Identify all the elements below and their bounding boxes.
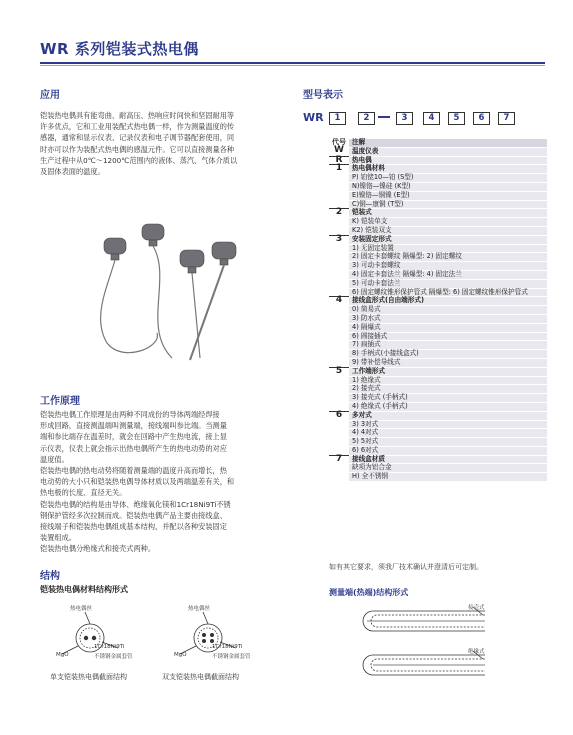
note-cell: 6) 圆接插式 <box>349 332 547 341</box>
principle-line: 接线端子和铠装热电偶组成基本结构，并配以各种安装固定 <box>40 522 227 532</box>
code-cell <box>329 376 349 385</box>
sheath-label2-single: 不锈钢金属套管 <box>94 654 133 660</box>
code-row <box>329 191 547 200</box>
code-cell: W <box>334 145 344 156</box>
code-cell: 7 <box>329 455 349 464</box>
note-cell: 5) 可动卡套法兰 <box>349 279 547 288</box>
title-divider <box>40 62 545 64</box>
principle-line: 电动势的大小只和铠装热电偶导体材质以及两端温差有关，和 <box>40 477 235 487</box>
application-line: 许多优点，它和工业用装配式热电偶一样，作为测量温度的传 <box>40 122 235 132</box>
wire-label-double: 热电偶丝 <box>188 606 211 612</box>
code-cell <box>329 244 349 253</box>
caption-single: 单支铠装热电偶截面结构 <box>50 673 127 681</box>
principle-line: 铠装热电偶的热电动势将随着测量端的温度升高而增长，热 <box>40 466 227 476</box>
note-cell: 工作端形式 <box>349 367 547 376</box>
code-row <box>329 270 547 279</box>
code-cell: 4 <box>329 297 349 306</box>
code-cell: R <box>329 156 349 165</box>
code-cell <box>329 323 349 332</box>
model-code-table <box>329 139 547 482</box>
code-cell <box>329 270 349 279</box>
model-heading: 型号表示 <box>303 90 343 101</box>
note-cell: 1) 绝缘式 <box>349 376 547 385</box>
code-cell: 1 <box>329 165 349 174</box>
code-cell <box>329 350 349 359</box>
principle-line: 钢保护管经多次拉制而成。铠装热电偶产品主要由接线盒、 <box>40 510 227 520</box>
structure-subheading: 铠装热电偶材料结构形式 <box>40 585 128 594</box>
code-cell <box>329 262 349 271</box>
note-cell: 热电偶 <box>349 156 547 165</box>
note-cell: 2) 固定卡套螺纹 隔爆型: 2) 固定螺纹 <box>349 253 547 262</box>
note-cell: 4) 4对式 <box>349 429 547 438</box>
code-row <box>329 182 547 191</box>
principle-heading: 工作原理 <box>40 396 80 407</box>
note-cell: 3) 可动卡套螺纹 <box>349 262 547 271</box>
code-cell: 6 <box>329 411 349 420</box>
model-prefix: WR <box>303 111 324 124</box>
model-box-3: 3 <box>396 112 413 125</box>
thermocouple-head-1 <box>104 224 236 273</box>
header-code: 代号 <box>332 138 346 146</box>
note-cell: 6) 固定螺纹锥形保护管式 隔爆型: 6) 固定螺纹锥形保护管式 <box>349 288 547 297</box>
code-row <box>329 446 547 455</box>
note-cell: 7) 扁插式 <box>349 341 547 350</box>
application-line: 时亦可以作为装配式热电偶的感温元件。它可以直接测量各种 <box>40 144 235 154</box>
note-cell: 温度仪表 <box>349 147 547 156</box>
code-cell <box>329 394 349 403</box>
code-cell <box>329 314 349 323</box>
note-cell: 3) 3对式 <box>349 420 547 429</box>
code-cell <box>329 341 349 350</box>
note-cell: K2) 铠装双支 <box>349 226 547 235</box>
code-row <box>329 147 547 156</box>
model-box-5: 5 <box>448 112 465 125</box>
code-cell <box>329 473 349 482</box>
mgo-label-single: MgO <box>56 652 69 658</box>
note-cell: 4) 绝缘式 (手柄式) <box>349 402 547 411</box>
code-row <box>329 358 547 367</box>
sheath-label-single: 1Cr18Ni9Ti <box>94 644 125 650</box>
principle-line: 示仪表，仪表上就会指示出热电偶所产生的热电动势的对应 <box>40 443 227 453</box>
note-cell: 9) 带补偿导线式 <box>349 358 547 367</box>
principle-line: 热电极的长度、直径无关。 <box>40 488 127 498</box>
note-cell: 热电偶材料 <box>349 165 547 174</box>
application-text <box>40 110 295 177</box>
model-dash <box>378 116 390 118</box>
code-cell <box>329 420 349 429</box>
application-line: 铠装热电偶具有能弯曲、耐高压、热响应时间快和坚固耐用等 <box>40 111 235 120</box>
insulated-tip-label: 绝缘式 <box>468 649 485 655</box>
sheath-label2-double: 不锈钢金属套管 <box>212 654 251 660</box>
note-cell: 多对式 <box>349 411 547 420</box>
code-cell <box>329 182 349 191</box>
note-cell: E)镍铬—铜镍 (E型) <box>349 191 547 200</box>
code-cell <box>329 279 349 288</box>
header-note: 注解 <box>349 139 547 147</box>
mgo-label-double: MgO <box>174 652 187 658</box>
page-title: WR 系列铠装式热电偶 <box>40 40 199 58</box>
code-cell <box>329 174 349 183</box>
caption-double: 双支铠装热电偶截面结构 <box>162 673 239 681</box>
model-box-4: 4 <box>423 112 440 125</box>
wire-label-single: 热电偶丝 <box>70 606 93 612</box>
code-row <box>329 235 547 244</box>
title-divider-thin <box>40 65 545 66</box>
principle-line: 铠装热电偶工作原理是由两种不同成份的导体两端经焊接 <box>40 410 220 419</box>
contact-tip-label: 接壳式 <box>468 605 485 611</box>
code-cell <box>329 429 349 438</box>
contact-tip <box>363 607 485 631</box>
note-cell: 5) 5对式 <box>349 438 547 447</box>
code-cell <box>329 385 349 394</box>
note-cell: 安装固定形式 <box>349 235 547 244</box>
code-row <box>329 226 547 235</box>
code-cell: 5 <box>329 367 349 376</box>
code-cell <box>329 438 349 447</box>
code-row <box>329 314 547 323</box>
note-cell: 铠装式 <box>349 209 547 218</box>
note-cell: 4) 固定卡套法兰 隔爆型: 4) 固定法兰 <box>349 270 547 279</box>
note-cell: 0) 简易式 <box>349 306 547 315</box>
note-cell: C)铜—康铜 (T型) <box>349 200 547 209</box>
code-cell <box>329 191 349 200</box>
tip-heading: 测量端(热端)结构形式 <box>329 588 409 597</box>
principle-line: 铠装热电偶分绝缘式和接壳式两种。 <box>40 544 156 554</box>
note-cell: P) 铂铑10—铂 (S型) <box>349 174 547 183</box>
code-row <box>329 367 547 376</box>
note-cell: K) 铠装单支 <box>349 218 547 227</box>
application-heading: 应用 <box>40 90 60 101</box>
model-box-1: 1 <box>329 112 346 125</box>
model-box-2: 2 <box>358 112 375 125</box>
model-footnote: 如有其它要求，须我厂技术确认并澄清后可定制。 <box>329 563 483 571</box>
note-cell: 3) 接壳式 (手柄式) <box>349 394 547 403</box>
note-cell: 1) 无固定装置 <box>349 244 547 253</box>
note-cell: 2) 接壳式 <box>349 385 547 394</box>
principle-line: 温度值。 <box>40 454 69 464</box>
application-line: 及固体表面的温度。 <box>40 167 105 177</box>
code-cell <box>329 218 349 227</box>
code-row <box>329 323 547 332</box>
note-cell: N)镍铬—镍硅 (K型) <box>349 182 547 191</box>
sheath-label-double: 1Cr18Ni9Ti <box>212 644 243 650</box>
principle-line: 铠装热电偶的结构是由导体、绝缘氧化镁和1Cr18Ni9Ti不锈 <box>40 499 231 509</box>
model-box-7: 7 <box>498 112 515 125</box>
code-cell <box>329 464 349 473</box>
model-box-6: 6 <box>473 112 490 125</box>
principle-line: 端和参比端存在温差时，就会在回路中产生热电流，接上显 <box>40 432 227 442</box>
code-cell <box>329 253 349 262</box>
product-illustration <box>82 218 252 368</box>
application-line: 生产过程中从0℃～1200℃范围内的液体、蒸汽、气体介质以 <box>40 155 238 165</box>
application-line: 感器，通常和显示仪表、记录仪表和电子调节器配套使用，同 <box>40 133 235 143</box>
note-cell: 6) 6对式 <box>349 446 547 455</box>
code-row <box>329 279 547 288</box>
principle-text <box>40 409 300 555</box>
structure-heading: 结构 <box>40 571 60 582</box>
insulated-tip <box>363 651 485 675</box>
note-cell: 接线盒材质 <box>349 455 547 464</box>
code-cell <box>329 332 349 341</box>
code-row <box>329 402 547 411</box>
note-cell: 接线盒形式(自由端形式) <box>349 297 547 306</box>
note-cell: 3) 防水式 <box>349 314 547 323</box>
note-cell: 缺项为铝合金 <box>349 464 547 473</box>
principle-line: 形成回路，直接测温端叫测量端，接线端叫参比端。当测量 <box>40 421 227 431</box>
code-cell <box>329 306 349 315</box>
principle-line: 装置组成。 <box>40 533 76 543</box>
code-row <box>329 473 547 482</box>
code-cell: 3 <box>329 235 349 244</box>
code-row <box>329 411 547 420</box>
code-cell: 2 <box>329 209 349 218</box>
note-cell: 4) 隔爆式 <box>349 323 547 332</box>
note-cell: 8) 手柄式(小接线盒式) <box>349 350 547 359</box>
note-cell: H) 全不锈钢 <box>349 473 547 482</box>
